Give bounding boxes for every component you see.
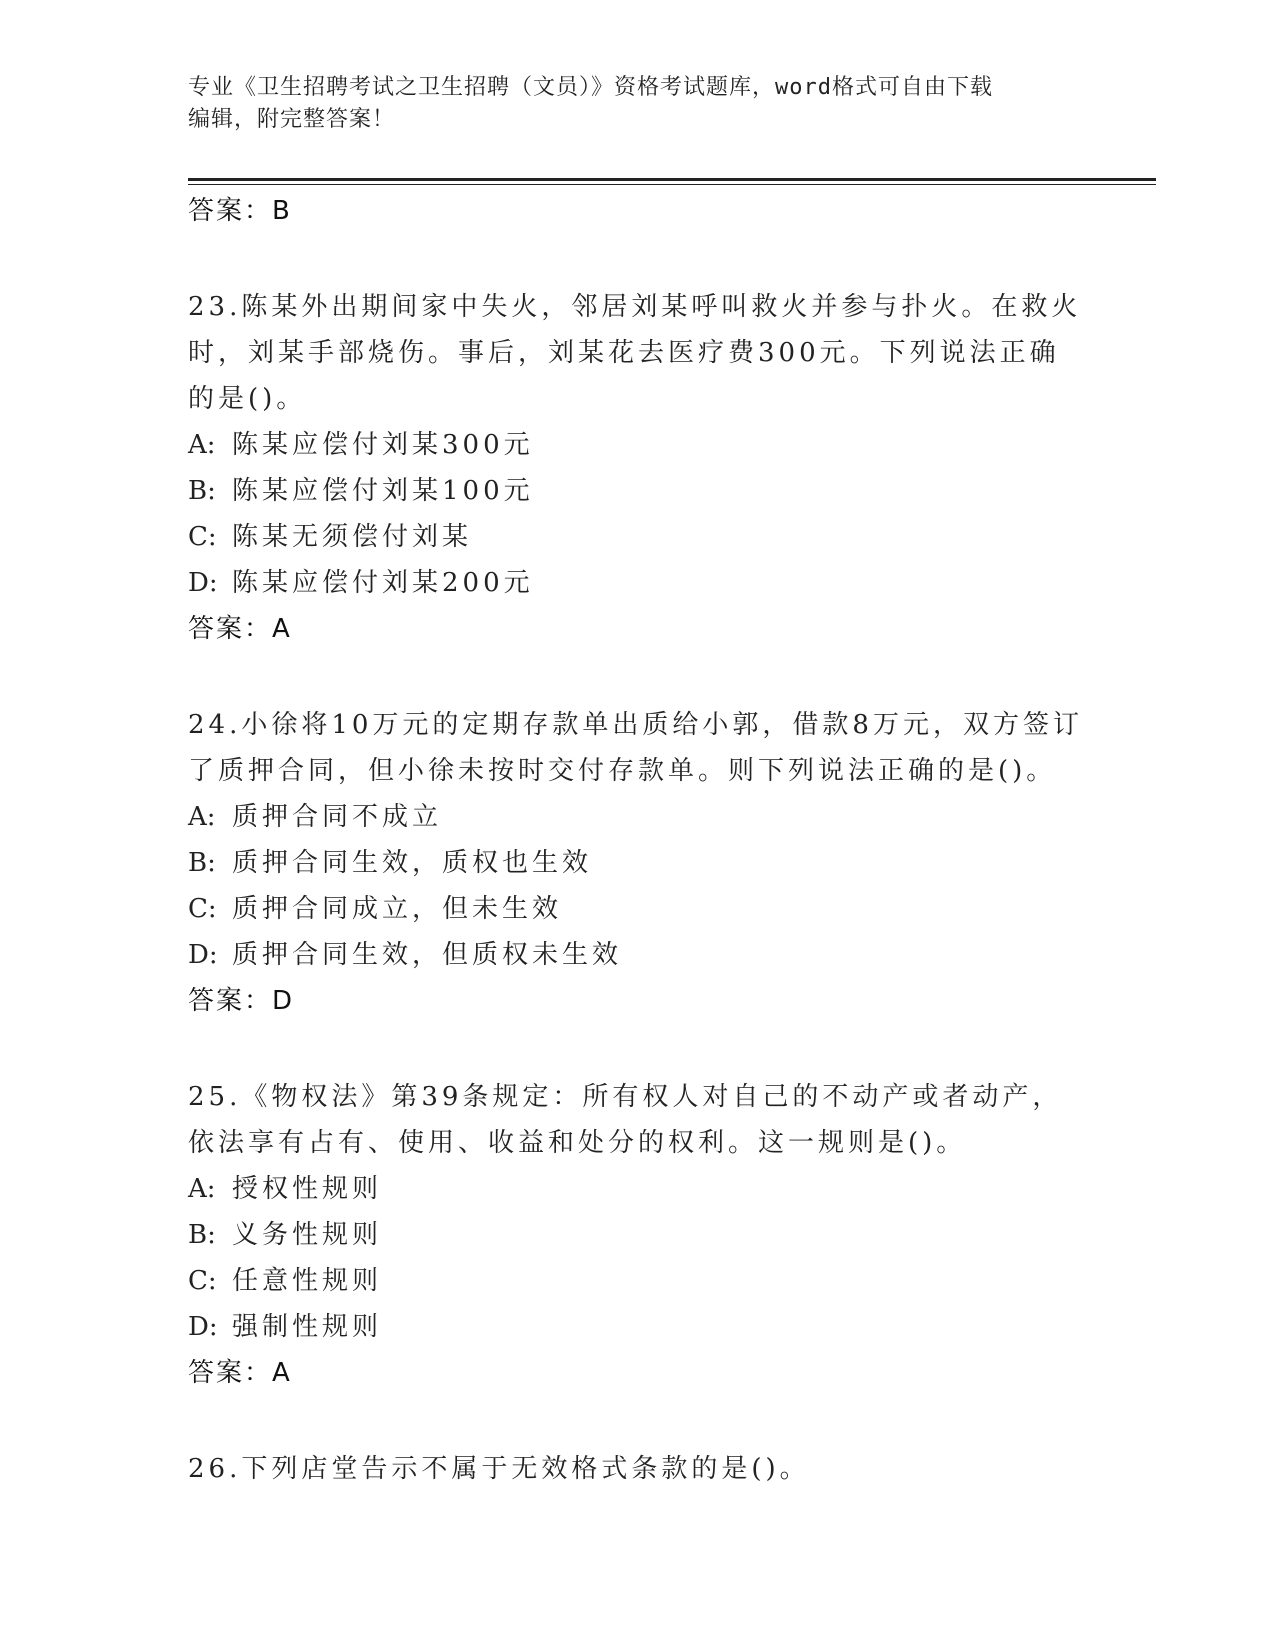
question-text: 24.小徐将10万元的定期存款单出质给小郭，借款8万元，双方签订了质押合同，但小徐未按时交付存款单。则下列说法正确的是()。 <box>188 710 1083 786</box>
option-text: 授权性规则 <box>232 1174 383 1204</box>
option-letter: B: <box>188 1220 216 1250</box>
option-c <box>188 514 1088 560</box>
option-letter: B: <box>188 848 216 878</box>
option-letter: D: <box>188 1312 218 1342</box>
option-d <box>188 560 1088 606</box>
header-divider <box>188 178 1156 181</box>
option-a <box>188 794 1088 840</box>
option-text: 质押合同不成立 <box>232 802 443 832</box>
answer-line: 答案：A <box>188 614 292 644</box>
option-text: 陈某应偿付刘某200元 <box>232 568 534 598</box>
answer-line: 答案：A <box>188 1358 292 1388</box>
option-b <box>188 1212 1088 1258</box>
question-24 <box>188 702 1088 1024</box>
previous-answer: 答案：B <box>188 196 292 226</box>
option-letter: A: <box>188 1174 216 1204</box>
option-letter: C: <box>188 1266 217 1296</box>
option-letter: A: <box>188 430 216 460</box>
question-text: 25.《物权法》第39条规定：所有权人对自己的不动产或者动产，依法享有占有、使用、收益和处分的权利。这一规则是()。 <box>188 1082 1063 1158</box>
option-a <box>188 422 1088 468</box>
option-text: 陈某应偿付刘某300元 <box>232 430 534 460</box>
option-text: 强制性规则 <box>232 1312 383 1342</box>
question-23 <box>188 284 1088 652</box>
option-letter: D: <box>188 568 218 598</box>
option-text: 任意性规则 <box>232 1266 383 1296</box>
question-text: 23.陈某外出期间家中失火，邻居刘某呼叫救火并参与扑火。在救火时，刘某手部烧伤。事后，刘某花去医疗费300元。下列说法正确的是()。 <box>188 292 1082 414</box>
question-25 <box>188 1074 1088 1396</box>
option-c <box>188 886 1088 932</box>
option-text: 质押合同成立，但未生效 <box>232 894 563 924</box>
option-b <box>188 468 1088 514</box>
option-text: 陈某应偿付刘某100元 <box>232 476 534 506</box>
option-letter: B: <box>188 476 216 506</box>
option-text: 陈某无须偿付刘某 <box>232 522 473 552</box>
option-c <box>188 1258 1088 1304</box>
option-letter: C: <box>188 894 217 924</box>
document-header <box>188 72 1088 136</box>
question-text: 26.下列店堂告示不属于无效格式条款的是()。 <box>188 1454 810 1484</box>
option-b <box>188 840 1088 886</box>
question-list <box>188 188 1088 1492</box>
question-26 <box>188 1446 1088 1492</box>
option-letter: D: <box>188 940 218 970</box>
answer-line: 答案：D <box>188 986 295 1016</box>
option-d <box>188 932 1088 978</box>
option-text: 质押合同生效，质权也生效 <box>232 848 593 878</box>
option-a <box>188 1166 1088 1212</box>
header-line-2: 编辑，附完整答案！ <box>188 107 396 132</box>
option-text: 义务性规则 <box>232 1220 383 1250</box>
option-letter: A: <box>188 802 216 832</box>
option-text: 质押合同生效，但质权未生效 <box>232 940 623 970</box>
option-letter: C: <box>188 522 217 552</box>
header-line-1: 专业《卫生招聘考试之卫生招聘（文员）》资格考试题库，word格式可自由下载 <box>188 75 993 100</box>
option-d <box>188 1304 1088 1350</box>
header-divider-thin <box>188 184 1156 185</box>
